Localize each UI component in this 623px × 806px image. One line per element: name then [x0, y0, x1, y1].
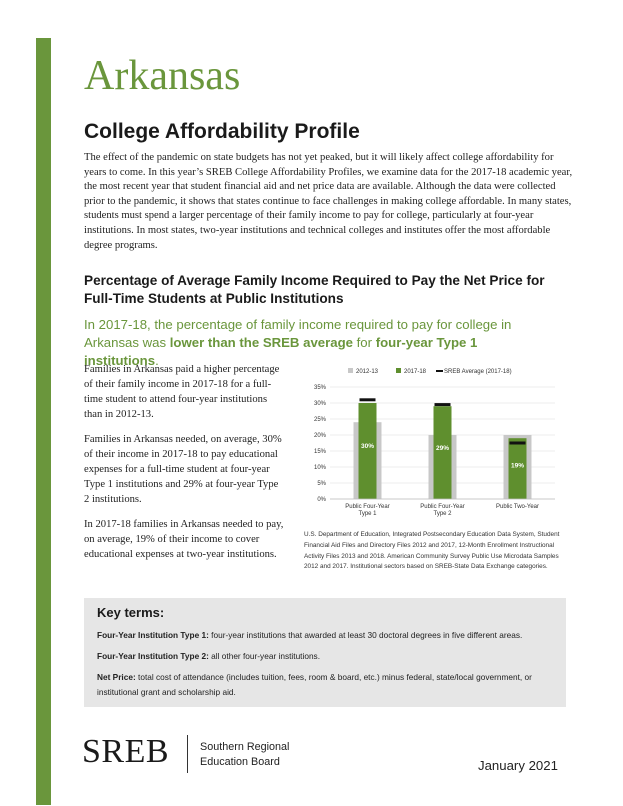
footer-org-line-1: Southern Regional — [200, 741, 290, 753]
y-tick-label: 30% — [313, 401, 326, 407]
key-terms-heading: Key terms: — [97, 605, 165, 620]
legend-swatch — [396, 368, 401, 373]
footer-org-name — [200, 740, 310, 770]
y-tick-label: 15% — [313, 449, 326, 455]
y-tick-label: 25% — [313, 417, 326, 423]
footer-divider — [187, 735, 188, 773]
y-tick-label: 35% — [313, 385, 326, 391]
finding-paragraph-3: In 2017-18 families in Arkansas needed to pay, on average, 19% of their income to cover educational expenses at two-year institutions. — [84, 519, 284, 560]
chart-source: U.S. Department of Education, Integrated Postsecondary Education Data System, Student Financial Aid Files and Directory Files 2012 and 2017, 12-Month Enrollment Instructional Activity Files 2013 and 2018. American Community Survey Public Use Microdata Samples 2012 and 2017. Institutional sectors based on SREB-State Data Exchange categories. — [304, 531, 560, 571]
highlight-prefix: In 2017-18, the percentage of family income required to pay for college in Arkansas was — [84, 317, 512, 350]
x-category-label: Type 2 — [433, 511, 452, 517]
key-term-net-price — [97, 670, 559, 699]
key-term-type2-definition: all other four-year institutions. — [208, 651, 321, 661]
bar-data-label: 29% — [435, 444, 450, 452]
bar-data-label: 30% — [360, 443, 375, 451]
findings-column — [84, 362, 284, 572]
sreb-average-marker — [360, 398, 376, 401]
key-term-type1-name: Four-Year Institution Type 1: — [97, 630, 209, 640]
key-terms-box — [84, 598, 566, 707]
highlight-bold-type1: four-year Type 1 institutions — [84, 335, 478, 368]
legend-swatch — [436, 370, 443, 372]
sreb-average-marker — [510, 442, 526, 445]
legend-label: 2017-18 — [404, 369, 427, 375]
income-chart-svg — [300, 362, 565, 527]
y-tick-label: 5% — [317, 481, 326, 487]
sreb-logo: SREB — [82, 733, 170, 770]
income-chart — [300, 362, 565, 527]
key-term-type2 — [97, 649, 559, 664]
key-term-net-price-name: Net Price: — [97, 672, 136, 682]
footer-org-line-2: Education Board — [200, 756, 280, 768]
highlight-mid: for — [352, 335, 376, 350]
bar-2017-18 — [434, 406, 452, 499]
legend-label: SREB Average (2017-18) — [444, 369, 512, 375]
green-sidebar-bar — [36, 38, 51, 805]
highlight-bold-sreb: lower than the SREB average — [169, 335, 353, 350]
bar-data-label: 19% — [510, 462, 525, 470]
key-term-type1 — [97, 628, 559, 643]
x-category-label: Public Four-Year — [420, 504, 465, 510]
sreb-average-marker — [435, 403, 451, 406]
key-term-net-price-definition: total cost of attendance (includes tuition, fees, room & board, etc.) minus federal, state/local government, or institutional grant and scholarship aid. — [97, 672, 532, 697]
x-category-label: Public Four-Year — [345, 504, 390, 510]
y-tick-label: 0% — [317, 497, 326, 503]
highlight-suffix: . — [155, 353, 159, 368]
y-tick-label: 10% — [313, 465, 326, 471]
finding-paragraph-1: Families in Arkansas paid a higher percentage of their family income in 2017-18 for a full-time student to attend four-year institutions than in 2012-13. — [84, 364, 280, 420]
finding-paragraph-2: Families in Arkansas needed, on average, 30% of their income in 2017-18 to pay educational expenses for a full-time student at four-year Type 1 institutions and 29% at four-year Type 2 institutions. — [84, 434, 282, 505]
state-title: Arkansas — [84, 53, 241, 99]
key-term-type1-definition: four-year institutions that awarded at least 30 doctoral degrees in five different areas. — [208, 630, 523, 640]
profile-title: College Affordability Profile — [84, 120, 360, 143]
key-term-type2-name: Four-Year Institution Type 2: — [97, 651, 209, 661]
legend-label: 2012-13 — [356, 369, 379, 375]
x-category-label: Public Two-Year — [495, 504, 540, 510]
section-heading: Percentage of Average Family Income Required to Pay the Net Price for Full-Time Students at Public Institutions — [84, 273, 545, 306]
publication-date: January 2021 — [478, 758, 558, 773]
intro-paragraph: The effect of the pandemic on state budgets has not yet peaked, but it will likely affect college affordability for years to come. In this year’s SREB College Affordability Profiles, we examine data for the 2017-18 academic year, the most recent year that student financial aid and net price data are available. Although the data were collected prior to the pandemic, it shows that states continue to face challenges in making college affordable. In many states, students must spend a larger percentage of their family income to pay for college, particularly at four-year institutions. In most states, two-year institutions and technical colleges and institutes offer the most affordable degree programs. — [84, 152, 573, 251]
x-category-label: Type 1 — [358, 511, 377, 517]
legend-swatch — [348, 368, 353, 373]
y-tick-label: 20% — [313, 433, 326, 439]
bar-2017-18 — [359, 403, 377, 499]
